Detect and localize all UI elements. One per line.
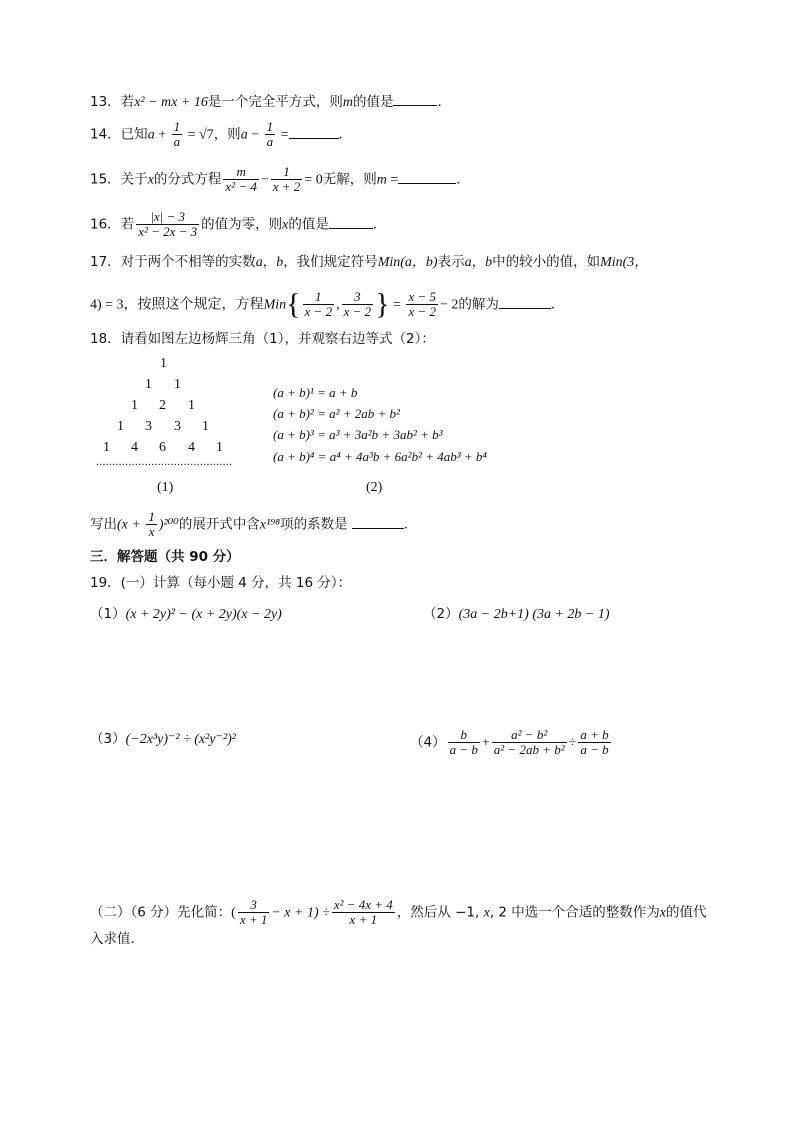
question-17-line1: 17．对于两个不相等的实数a，b，我们规定符号Min(a，b)表示a，b中的较小的值，如Min(3， — [90, 254, 649, 270]
pascal-cell: 1 — [216, 440, 223, 455]
question-16: 16．若 $\frac{|x| - 3}{\text{x² − 2x − 3}}$ 的值为零，则x的值是 ． — [90, 209, 387, 239]
question-18-ask: 写出(x + $\frac{1}{x}$ )²⁰⁰的展开式中含x¹⁹⁸项的系数是 ． — [90, 509, 418, 539]
fraction: $\frac{\text{a² − b²}}{\text{a² − 2ab + b²}}$ — [493, 727, 565, 757]
answer-blank — [393, 92, 437, 106]
fraction: $\frac{|x| - 3}{\text{x² − 2x − 3}}$ — [138, 209, 198, 239]
binomial-eq-1: (a + b)¹ = a + b — [273, 385, 358, 400]
question-19-head: 19．(一）计算（每小题 4 分，共 16 分）： — [90, 575, 352, 591]
fraction: $\frac{1}{x - 2}$ — [304, 289, 333, 319]
fraction: $\frac{a + b}{a - b}$ — [580, 727, 609, 757]
pascal-cell: 4 — [188, 440, 195, 455]
fraction: $\frac{m}{\text{x² − 4}}$ — [225, 164, 257, 194]
section-heading: 三．解答题（共 90 分） — [90, 549, 240, 565]
fraction: $\frac{3}{x - 2}$ — [343, 289, 372, 319]
pascal-cell: 3 — [174, 419, 181, 434]
figure-caption-1: (1) — [157, 480, 174, 495]
question-14: 14．已知a + $\frac{1}{a}$ = √7，则a − $\frac{1}{a}$ = ． — [90, 119, 352, 149]
pascal-cell: 1 — [117, 419, 124, 434]
question-18-intro: 18．请看如图左边杨辉三角（1），并观察右边等式（2）： — [90, 331, 435, 347]
figure-caption-2: (2) — [366, 480, 383, 495]
pascal-cell: 3 — [145, 419, 152, 434]
q19-part3: （3）(−2x³y)⁻² ÷ (x²y⁻²)² — [90, 731, 236, 747]
question-19b-line2: 入求值． — [90, 931, 144, 947]
fraction: $\frac{1}{x + 2}$ — [272, 164, 301, 194]
q19-part4: （4） $\frac{b}{a - b}$ + $\frac{\text{a² − b²}}{\text{a² − 2ab + b²}}$ ÷ $\frac{a + b}{a - b}$ — [410, 727, 609, 757]
answer-blank — [499, 295, 551, 309]
binomial-eq-2: (a + b)² = a² + 2ab + b² — [273, 406, 400, 421]
answer-blank — [289, 125, 339, 139]
fraction: $\frac{\text{x² − 4x + 4}}{x + 1}$ — [333, 897, 393, 927]
pascal-cell: 4 — [131, 440, 138, 455]
pascal-cell: 1 — [103, 440, 110, 455]
pascal-cell: 1 — [131, 398, 138, 413]
binomial-eq-3: (a + b)³ = a³ + 3a²b + 3ab² + b³ — [273, 427, 443, 442]
pascal-cell: 2 — [159, 398, 166, 413]
pascal-cell: 6 — [159, 440, 166, 455]
question-19b: （二）（6 分）先化简：( $\frac{3}{x + 1}$ − x + 1) ÷ $\frac{\text{x² − 4x + 4}}{x + 1}$ ，然后从 −1, x, 2 中选一个合适的整数作为x的值代 — [90, 897, 707, 927]
question-13: 13．若x² − mx + 16是一个完全平方式，则m的值是 ． — [90, 94, 451, 110]
pascal-cell: 1 — [174, 377, 181, 392]
question-17-line2: 4) = 3，按照这个规定，方程Min{ $\frac{1}{x - 2}$ , $\frac{3}{x - 2}$ } = $\frac{x - 5}{x - 2}$ − 2的解为 ． — [90, 287, 565, 321]
pascal-cell: 1 — [202, 419, 209, 434]
pascal-cell: 1 — [160, 356, 167, 371]
answer-blank — [398, 170, 456, 184]
fraction: $\frac{x - 5}{x - 2}$ — [408, 289, 436, 319]
fraction: $\frac{b}{a - b}$ — [449, 727, 478, 757]
binomial-eq-4: (a + b)⁴ = a⁴ + 4a³b + 6a²b² + 4ab³ + b⁴ — [273, 449, 487, 464]
answer-blank — [329, 215, 373, 229]
pascal-cell: 1 — [188, 398, 195, 413]
q19-part2: （2）(3a − 2b+1) (3a + 2b − 1) — [423, 606, 610, 622]
dotted-line: .......................................... — [96, 456, 233, 468]
fraction: $\frac{1}{x}$ — [148, 509, 155, 539]
question-15: 15．关于x的分式方程 $\frac{m}{\text{x² − 4}}$ − $\frac{1}{x + 2}$ = 0无解，则m = ． — [90, 164, 470, 194]
answer-blank — [352, 515, 404, 529]
pascal-cell: 1 — [145, 377, 152, 392]
fraction: $\frac{1}{a}$ — [266, 119, 274, 149]
q19-part1: （1）(x + 2y)² − (x + 2y)(x − 2y) — [90, 606, 282, 622]
fraction: $\frac{1}{a}$ — [173, 119, 181, 149]
fraction: $\frac{3}{x + 1}$ — [239, 897, 268, 927]
